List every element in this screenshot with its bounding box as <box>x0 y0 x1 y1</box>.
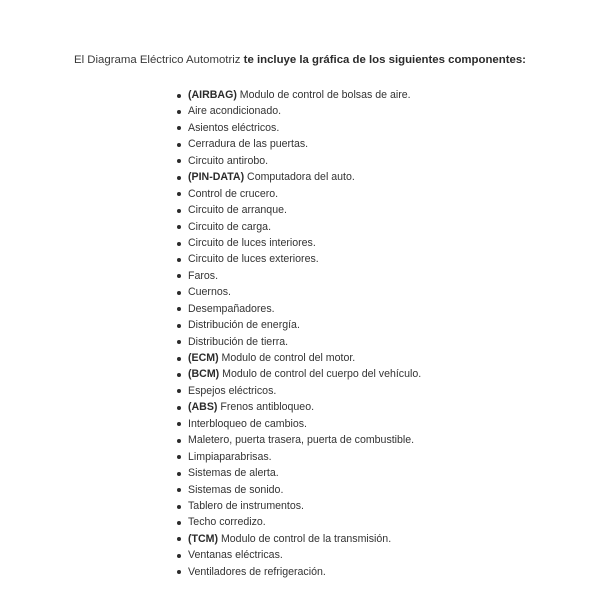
component-text: Tablero de instrumentos. <box>188 499 305 512</box>
component-text: Circuito de carga. <box>188 220 272 233</box>
component-text: Circuito de arranque. <box>188 204 287 217</box>
component-text: Limpiaparabrisas. <box>188 450 272 463</box>
list-item <box>173 449 573 465</box>
bullet-icon <box>177 455 181 459</box>
component-text: Asientos eléctricos. <box>188 121 280 134</box>
list-item <box>173 317 573 333</box>
bullet-icon <box>177 192 181 196</box>
component-text: Distribución de energía. <box>188 319 300 332</box>
list-item <box>173 547 573 563</box>
list-item <box>173 432 573 448</box>
component-list <box>173 87 573 580</box>
component-code: (TCM) <box>188 532 219 545</box>
component-code: (AIRBAG) <box>188 89 237 101</box>
component-text: Sistemas de alerta. <box>188 467 279 480</box>
intro-text: El Diagrama Eléctrico Automotriz <box>74 54 244 67</box>
component-text: Sistemas de sonido. <box>188 483 284 496</box>
list-item <box>173 564 573 580</box>
bullet-icon <box>177 472 181 476</box>
bullet-icon <box>177 570 181 574</box>
bullet-icon <box>177 340 181 344</box>
list-item <box>173 301 573 317</box>
component-text: Modulo de control del motor. <box>218 352 356 364</box>
bullet-icon <box>177 505 181 509</box>
component-text: Modulo de control de la transmisión. <box>218 532 392 545</box>
list-item <box>173 251 573 267</box>
list-item <box>173 482 573 498</box>
bullet-icon <box>177 357 181 361</box>
component-text: Cerradura de las puertas. <box>188 138 309 151</box>
intro-bold-text: te incluye la gráfica de los siguientes componentes: <box>243 54 526 67</box>
list-item <box>173 136 573 152</box>
bullet-icon <box>177 406 181 410</box>
list-item <box>173 366 573 382</box>
component-text: Frenos antibloqueo. <box>217 401 315 414</box>
list-item <box>173 416 573 432</box>
list-item <box>173 465 573 481</box>
list-item <box>173 219 573 235</box>
bullet-icon <box>177 143 181 147</box>
bullet-icon <box>177 324 181 328</box>
bullet-icon <box>177 389 181 393</box>
component-text: Distribución de tierra. <box>188 335 289 348</box>
component-text: Modulo de control de bolsas de aire. <box>236 89 411 101</box>
bullet-icon <box>177 291 181 295</box>
component-code: (ECM) <box>188 352 219 364</box>
bullet-icon <box>177 225 181 229</box>
list-item <box>173 383 573 399</box>
bullet-icon <box>177 209 181 213</box>
component-text: Circuito antirobo. <box>188 154 269 167</box>
list-item <box>173 169 573 185</box>
bullet-icon <box>177 159 181 163</box>
list-item <box>173 120 573 136</box>
component-text: Desempañadores. <box>188 302 275 315</box>
list-item <box>173 235 573 251</box>
component-text: Ventiladores de refrigeración. <box>188 565 326 578</box>
list-item <box>173 153 573 169</box>
component-text: Computadora del auto. <box>244 171 355 184</box>
bullet-icon <box>177 126 181 130</box>
component-code: (ABS) <box>188 401 218 414</box>
component-code: (PIN-DATA) <box>188 171 245 184</box>
component-code: (BCM) <box>188 368 220 381</box>
bullet-icon <box>177 176 181 180</box>
component-text: Circuito de luces interiores. <box>188 236 316 249</box>
bullet-icon <box>177 307 181 311</box>
list-item <box>173 268 573 284</box>
list-item <box>173 186 573 202</box>
list-item <box>173 350 573 366</box>
list-item <box>173 531 573 547</box>
list-item <box>173 202 573 218</box>
bullet-icon <box>177 488 181 492</box>
bullet-icon <box>177 242 181 246</box>
list-item <box>173 284 573 300</box>
component-text: Ventanas eléctricas. <box>188 549 283 562</box>
bullet-icon <box>177 521 181 525</box>
bullet-icon <box>177 110 181 114</box>
intro-paragraph <box>0 52 600 69</box>
list-item <box>173 399 573 415</box>
bullet-icon <box>177 537 181 541</box>
list-item <box>173 103 573 119</box>
component-text: Modulo de control del cuerpo del vehículo. <box>219 368 422 381</box>
component-text: Faros. <box>188 269 219 282</box>
list-item <box>173 498 573 514</box>
component-text: Aire acondicionado. <box>188 105 282 118</box>
list-item <box>173 514 573 530</box>
component-text: Control de crucero. <box>188 187 279 200</box>
component-text: Techo corredizo. <box>188 516 266 529</box>
bullet-icon <box>177 373 181 377</box>
component-text: Circuito de luces exteriores. <box>188 253 319 266</box>
bullet-icon <box>177 554 181 558</box>
component-text: Cuernos. <box>188 286 231 299</box>
list-item <box>173 334 573 350</box>
component-text: Interbloqueo de cambios. <box>188 417 307 430</box>
list-item <box>173 87 573 103</box>
bullet-icon <box>177 258 181 262</box>
bullet-icon <box>177 439 181 443</box>
bullet-icon <box>177 274 181 278</box>
bullet-icon <box>177 422 181 426</box>
component-text: Espejos eléctricos. <box>188 384 277 397</box>
component-text: Maletero, puerta trasera, puerta de combustible. <box>188 434 415 447</box>
bullet-icon <box>177 94 181 98</box>
